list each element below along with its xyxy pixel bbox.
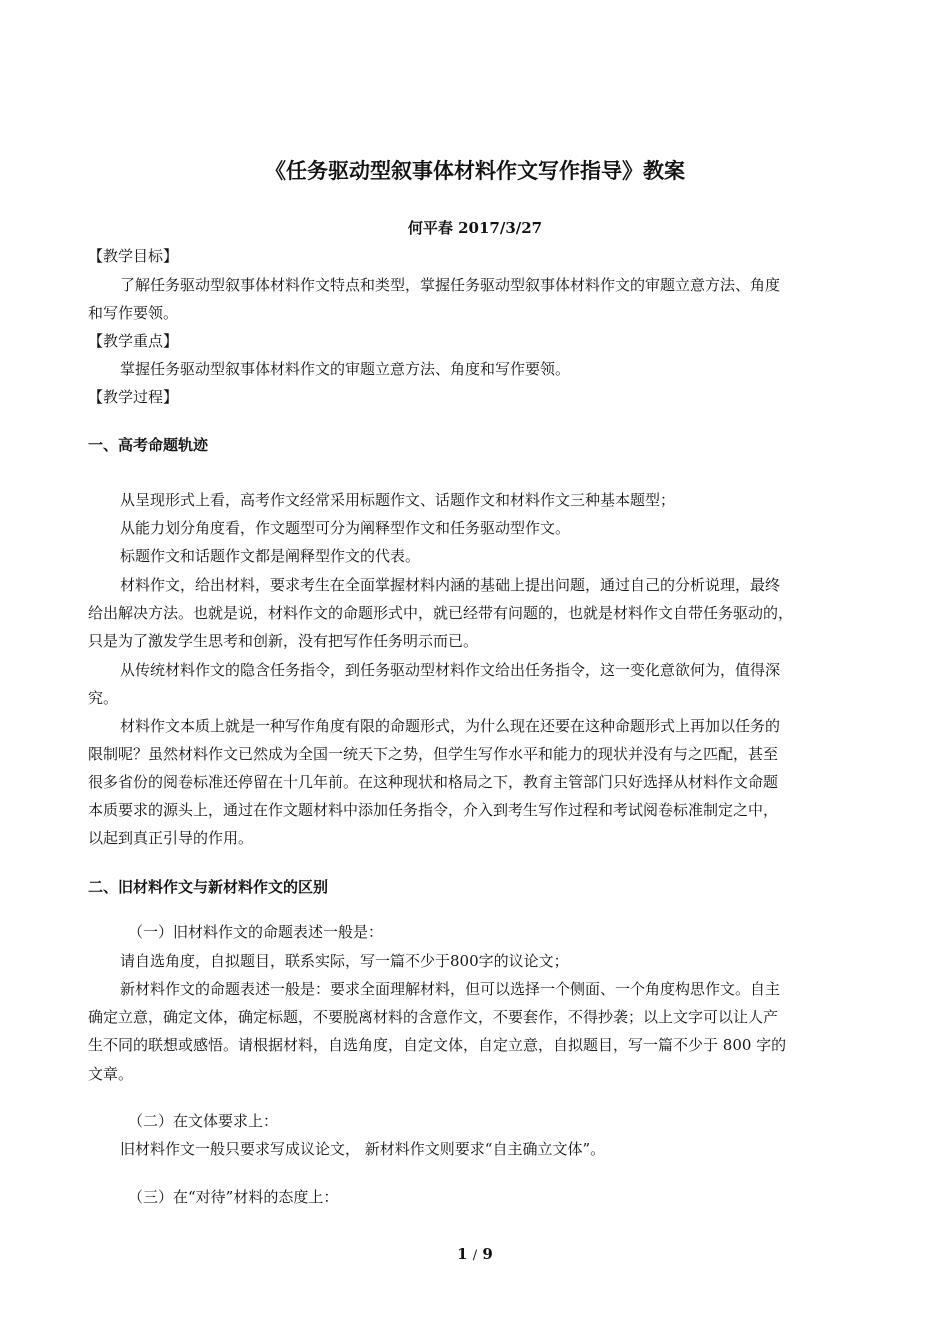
- paragraph-line: 给出解决方法。也就是说，材料作文的命题形式中，就已经带有问题的，也就是材料作文自带任务驱动的，: [88, 604, 794, 622]
- goal-heading: 【教学目标】: [88, 247, 179, 265]
- author-date: 何平春 2017/3/27: [407, 219, 543, 237]
- paragraph-line: 从呈现形式上看，高考作文经常采用标题作文、话题作文和材料作文三种基本题型；: [120, 491, 676, 509]
- paragraph-line: 标题作文和话题作文都是阐释型作文的代表。: [120, 547, 421, 565]
- paragraph-line: 从能力划分角度看，作文题型可分为阐释型作文和任务驱动型作文。: [120, 519, 571, 537]
- paragraph-line: 新材料作文的命题表述一般是：要求全面理解材料，但可以选择一个侧面、一个角度构思作文。自主: [120, 980, 781, 998]
- focus-heading: 【教学重点】: [88, 332, 179, 350]
- subheading: （三）在“对待”材料的态度上：: [128, 1188, 339, 1206]
- paragraph-line: 本质要求的源头上，通过在作文题材料中添加任务指令，介入到考生写作过程和考试阅卷标准制定之中，: [88, 801, 779, 819]
- section-heading-2: 二、旧材料作文与新材料作文的区别: [88, 878, 329, 896]
- paragraph-line: 了解任务驱动型叙事体材料作文特点和类型，掌握任务驱动型叙事体材料作文的审题立意方法、角度: [120, 276, 781, 294]
- paragraph-line: 很多省份的阅卷标准还停留在十几年前。在这种现状和格局之下，教育主管部门只好选择从材料作文命题: [88, 773, 779, 791]
- paragraph-line: 和写作要领。: [88, 304, 179, 322]
- paragraph-line: 限制呢？虽然材料作文已然成为全国一统天下之势，但学生写作水平和能力的现状并没有与之匹配，甚至: [88, 745, 779, 763]
- paragraph-line: 从传统材料作文的隐含任务指令，到任务驱动型材料作文给出任务指令，这一变化意欲何为，值得深: [120, 661, 781, 679]
- document-title: 《任务驱动型叙事体材料作文写作指导》教案: [265, 158, 685, 183]
- paragraph-line: 材料作文本质上就是一种写作角度有限的命题形式，为什么现在还要在这种命题形式上再加以任务的: [120, 717, 781, 735]
- subheading: （一）旧材料作文的命题表述一般是：: [128, 923, 384, 941]
- process-heading: 【教学过程】: [88, 388, 179, 406]
- page-current: 1: [457, 1245, 468, 1263]
- paragraph-line: 请自选角度，自拟题目，联系实际，写一篇不少于800字的议论文；: [120, 952, 569, 970]
- paragraph-line: 掌握任务驱动型叙事体材料作文的审题立意方法、角度和写作要领。: [120, 360, 571, 378]
- paragraph-line: 以起到真正引导的作用。: [88, 829, 254, 847]
- paragraph-line: 究。: [88, 689, 119, 707]
- paragraph-line: 确定立意，确定文体，确定标题，不要脱离材料的含意作文，不要套作，不得抄袭；以上文字可以让人产: [88, 1008, 779, 1026]
- paragraph-line: 只是为了激发学生思考和创新，没有把写作任务明示而已。: [88, 632, 479, 650]
- paragraph-line: 旧材料作文一般只要求写成议论文， 新材料作文则要求“自主确立文体”。: [120, 1140, 606, 1158]
- paragraph-line: 文章。: [88, 1065, 134, 1083]
- paragraph-line: 生不同的联想或感悟。请根据材料，自选角度，自定文体，自定立意，自拟题目，写一篇不少于 800 字的: [88, 1036, 787, 1054]
- page-total: 9: [482, 1245, 493, 1263]
- subheading: （二）在文体要求上：: [128, 1112, 279, 1130]
- section-heading-1: 一、高考命题轨迹: [88, 436, 209, 454]
- page-separator: /: [472, 1248, 478, 1263]
- page-number: [0, 1245, 950, 1263]
- paragraph-line: 材料作文，给出材料，要求考生在全面掌握材料内涵的基础上提出问题，通过自己的分析说理，最终: [120, 576, 781, 594]
